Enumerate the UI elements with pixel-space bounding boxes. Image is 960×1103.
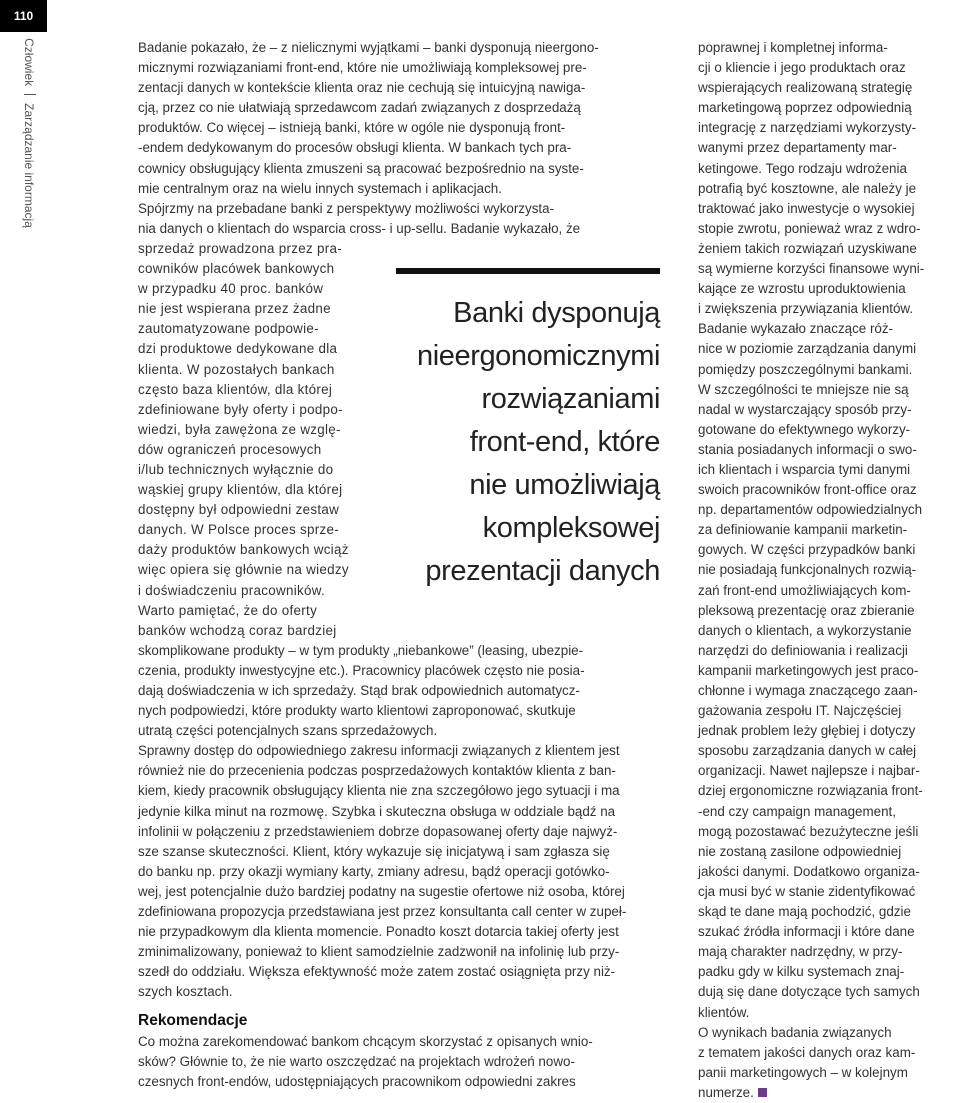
text-line: O wynikach badania związanych (698, 1024, 892, 1040)
text-line: kampanii marketingowych jest praco- (698, 662, 919, 678)
text-line: dują się dane dotyczące tych samych (698, 984, 920, 1000)
text-line: dostępny był odpowiedni zestaw (138, 502, 340, 518)
text-line: -end czy campaign management, (698, 803, 896, 819)
text-line: gowych. W części przypadków banki (698, 542, 916, 558)
text-line: micznymi rozwiązaniami front-end, które nie umożliwiają kompleksowej pre- (138, 60, 587, 76)
text-line: sków? Głównie to, że nie warto oszczędzać na projektach wdrożeń nowo- (138, 1054, 575, 1070)
text-line: Warto pamiętać, że do oferty (138, 602, 318, 618)
text-line: danych o klientach, a wykorzystanie (698, 622, 912, 638)
section-heading-recommendations: Rekomendacje (138, 1012, 248, 1029)
end-of-article-mark (758, 1088, 767, 1097)
pull-quote-line: rozwiązaniami (481, 383, 660, 415)
text-line: stopie zwrotu, ponieważ wraz z wdro- (698, 220, 921, 236)
text-line: skomplikowane produkty – w tym produkty „niebankowe” (leasing, ubezpie- (138, 642, 584, 658)
text-line: za definiowanie kampanii marketin- (698, 522, 908, 538)
text-line: danych. W Polsce proces sprze- (138, 522, 340, 538)
page-number: 110 (0, 0, 47, 32)
pull-quote (396, 268, 660, 593)
text-line: Co można zarekomendować bankom chcącym skorzystać z opisanych wnio- (138, 1034, 593, 1049)
text-line: -endem dedykowanym do procesów obsługi klienta. W bankach tych pra- (138, 140, 572, 156)
text-line: pomiędzy poszczególnymi bankami. (698, 361, 913, 377)
text-line: swoich pracowników front-office oraz (698, 482, 917, 498)
text-line: cowników placówek bankowych (138, 261, 335, 277)
pull-quote-line: Banki dysponują (453, 297, 660, 329)
text-line: nych podpowiedzi, które produkty warto klientowi zaproponować, skutkuje (138, 703, 576, 719)
text-line: narzędzi do definiowania i realizacji (698, 642, 908, 658)
text-line: chłonne i wymaga znaczącego zaan- (698, 683, 918, 698)
text-line: banków wchodzą coraz bardziej (138, 622, 337, 638)
text-line: szukać źródła informacji i które dane (698, 924, 915, 940)
text-line: numerze. (698, 1083, 960, 1103)
text-line: nia danych o klientach do wsparcia cross- i up-sellu. Badanie wykazało, że (138, 220, 581, 236)
text-line: cji o kliencie i jego produktach oraz (698, 60, 906, 76)
text-line: mają charakter nadrzędny, w przy- (698, 944, 903, 960)
text-line: sze szanse skuteczności. Klient, który wykazuje się inicjatywą i sam zgłasza się (138, 843, 610, 859)
text-line: nice w poziomie zarządzania danymi (698, 341, 917, 357)
text-line: wąskiej grupy klientów, dla której (138, 482, 343, 498)
text-line: Badanie pokazało, że – z nielicznymi wyjątkami – banki dysponują nieergono- (138, 40, 599, 55)
text-line: dzi produktowe dedykowane dla (138, 341, 338, 357)
body-paragraph (138, 641, 660, 1003)
text-line: nie zostaną zasilone odpowiedniej (698, 843, 902, 859)
narrow-paragraph-wrapped (138, 239, 378, 641)
text-line: traktować jako inwestycje o wysokiej (698, 200, 915, 216)
text-line: w przypadku 40 proc. banków (138, 281, 324, 297)
text-line: z tematem jakości danych oraz kam- (698, 1044, 916, 1060)
text-line: zautomatyzowane podpowie- (138, 321, 319, 337)
text-line: również nie do przecenienia podczas posprzedażowych kontaktów klienta z ban- (138, 763, 616, 779)
text-line: sprzedaż prowadzona przez pra- (138, 240, 343, 256)
text-line: sposobu zarządzania danych w całej (698, 743, 917, 759)
pull-quote-line: prezentacji danych (425, 555, 660, 587)
text-line: utratą części potencjalnych szans sprzedażowych. (138, 723, 438, 739)
text-line: wej, jest potencjalnie dużo bardziej podatny na sugestie ofertowe niż osoba, której (138, 883, 625, 899)
text-line: pleksową prezentację oraz zbieranie (698, 602, 915, 618)
text-line: padku gdy w kilku systemach znaj- (698, 964, 905, 980)
text-line: żeniem takich rozwiązań uzyskiwane (698, 240, 917, 256)
text-line: jednak problem leży głębiej i dotyczy (698, 723, 916, 739)
text-line: i doświadczeniu pracowników. (138, 582, 326, 598)
text-line: dów ograniczeń procesowych (138, 441, 322, 457)
text-line: skąd te dane mają pochodzić, gdzie (698, 904, 911, 920)
text-line: klientów. (698, 1004, 750, 1020)
intro-paragraph (138, 38, 660, 239)
text-line: gotowane do efektywnego wykorzy- (698, 421, 911, 437)
text-line: zminimalizowany, ponieważ to klient samodzielnie zadzwonił na infolinię lub przy- (138, 944, 620, 960)
text-line: organizacji. Nawet najlepsze i najbar- (698, 763, 920, 779)
text-line: do banku np. przy okazji wymiany karty, zmiany adresu, bądź operacji gotówko- (138, 863, 610, 879)
text-line: cją, przez co nie ułatwiają sprzedawcom zadań związanych z dosprzedażą (138, 100, 581, 116)
text-line: nadal w wystarczający sposób przy- (698, 401, 912, 417)
pull-quote-line: nieergonomicznymi (416, 340, 660, 372)
text-line: kające ze wzrostu uproduktowienia (698, 281, 906, 297)
text-line: dają doświadczenia w ich sprzedaży. Stąd brak odpowiednich automatycz- (138, 683, 580, 698)
text-line: Spójrzmy na przebadane banki z perspektywy możliwości wykorzysta- (138, 200, 555, 216)
text-line: dziej ergonomiczne rozwiązania front- (698, 783, 923, 799)
text-line: ketingowe. Tego rodzaju wdrożenia (698, 160, 907, 176)
text-line: ich klientach i wsparcia tymi danymi (698, 461, 911, 477)
text-line: panii marketingowych – w kolejnym (698, 1064, 908, 1080)
text-line: jakości danymi. Dodatkowo organiza- (698, 863, 920, 879)
pull-quote-line: nie umożliwiają (469, 469, 660, 501)
running-head-topic: Zarządzanie informacją (22, 103, 36, 228)
text-line: cja musi być w stanie zidentyfikować (698, 883, 916, 899)
text-line: jedynie kilka minut na rozmowę. Szybka i skuteczna obsługa w oddziale bądź na (138, 803, 616, 819)
text-line: zań front-end umożliwiających kom- (698, 582, 911, 598)
running-head (18, 8, 40, 258)
running-head-divider (24, 94, 36, 95)
text-line: wanymi przez departamenty mar- (698, 140, 897, 156)
text-line: potrafią być kosztowne, ale należy je (698, 180, 917, 196)
text-line: Sprawny dostęp do odpowiedniego zakresu informacji związanych z klientem jest (138, 743, 620, 759)
text-line: często baza klientów, dla której (138, 381, 333, 397)
text-line: są wymierne korzyści finansowe wyni- (698, 261, 925, 277)
pull-quote-line: front-end, które (469, 426, 660, 458)
text-line: wiedzi, była zawężona ze wzglę- (138, 421, 341, 437)
text-line: stania posiadanych informacji o swo- (698, 441, 917, 457)
text-line: integrację z narzędziami wykorzysty- (698, 120, 917, 136)
text-line: zentacji danych w kontekście klienta oraz nie cechują się intuicyjną nawiga- (138, 80, 586, 96)
text-line: szych kosztach. (138, 984, 233, 1000)
text-line: poprawnej i kompletnej informa- (698, 40, 888, 55)
text-line: czenia, produkty inwestycyjne etc.). Pracownicy placówek często nie posia- (138, 662, 585, 678)
text-line: wspierających realizowaną strategię (698, 80, 913, 96)
text-line: szedł do oddziału. Większa efektywność może zatem zostać osiągnięta przy niż- (138, 964, 616, 980)
pull-quote-text (396, 292, 660, 593)
text-line: mogą pozostawać bezużyteczne jeśli (698, 823, 919, 839)
text-line: czesnych front-endów, udostępniających pracownikom odpowiedni zakres (138, 1074, 576, 1090)
text-line: Badanie wykazało znaczące róż- (698, 321, 894, 337)
running-head-section: Człowiek (22, 38, 36, 87)
text-line: nie posiadają funkcjonalnych rozwią- (698, 562, 917, 578)
text-line: np. departamentów odpowiedzialnych (698, 502, 923, 518)
text-line: infolinii w połączeniu z przedstawieniem dobrze dopasowanej oferty daje najwyż- (138, 823, 618, 839)
text-line: zdefiniowane były oferty i podpo- (138, 401, 343, 417)
pull-quote-rule (396, 268, 660, 274)
article-body-right (698, 38, 960, 1103)
text-line: klienta. W pozostałych bankach (138, 361, 335, 377)
text-line: kiem, kiedy pracownik obsługujący klienta nie zna szczegółowo jego sytuacji i ma (138, 783, 620, 799)
text-line: mie centralnym oraz na wielu innych systemach i aplikacjach. (138, 180, 502, 196)
text-line: więc opiera się głównie na wiedzy (138, 562, 349, 578)
text-line: cownicy obsługujący klienta zmuszeni są pracować bezpośrednio na syste- (138, 160, 584, 176)
recommendations-paragraph (138, 1032, 660, 1092)
text-line: produktów. Co więcej – istnieją banki, które w ogóle nie dysponują front- (138, 120, 566, 136)
text-line: daży produktów bankowych wciąż (138, 542, 349, 558)
text-line: nie przypadkowym dla klienta momencie. Ponadto koszt dotarcia takiej oferty jest (138, 924, 619, 940)
text-line: marketingową poprzez odpowiednią (698, 100, 912, 116)
pull-quote-line: kompleksowej (482, 512, 660, 544)
text-line: i zwiększenia przywiązania klientów. (698, 301, 914, 317)
text-line: nie jest wspierana przez żadne (138, 301, 331, 317)
text-line: zdefiniowana propozycja przedstawiana jest przez konsultanta call center w zupeł- (138, 904, 627, 920)
text-line: gażowania zespołu IT. Najczęściej (698, 703, 902, 719)
text-line: W szczególności te mniejsze nie są (698, 381, 909, 397)
text-line: i/lub technicznych wyłącznie do (138, 461, 334, 477)
